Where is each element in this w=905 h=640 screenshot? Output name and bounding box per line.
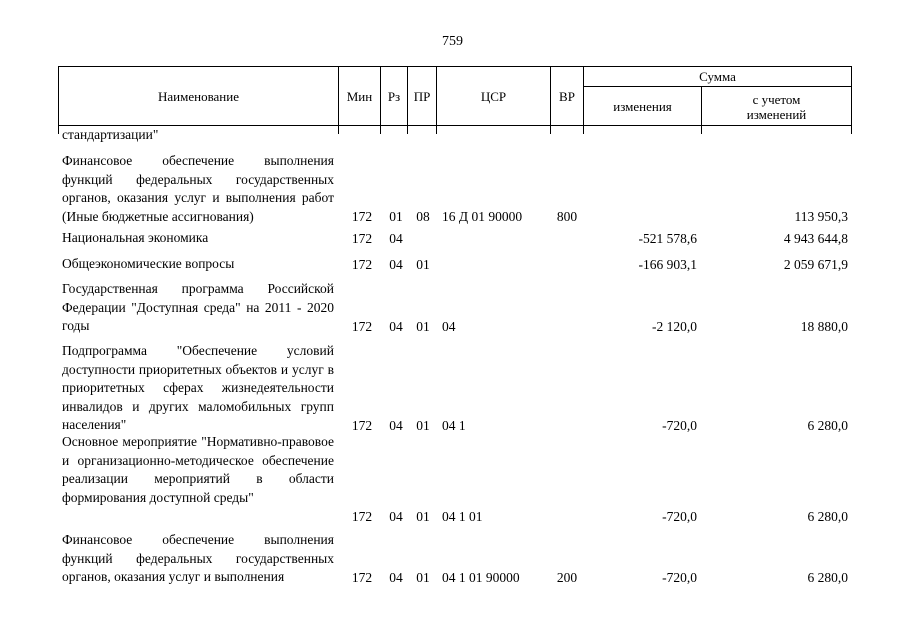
row-name: Финансовое обеспечение выполнения функций федеральных государственных органов, оказания услуг и выполнения [62, 532, 334, 584]
row-csr: 04 [442, 318, 456, 334]
header-with-change-line2: изменений [746, 106, 807, 122]
row-name: стандартизации" [62, 127, 159, 142]
row-rz: 04 [389, 569, 403, 585]
row-change: -521 578,6 [638, 230, 697, 246]
row-rz: 04 [389, 318, 403, 334]
header-right-border [851, 66, 852, 126]
row-min: 172 [351, 230, 373, 246]
header-with-change [701, 86, 851, 126]
row-change: -720,0 [662, 417, 697, 433]
row-change: -166 903,1 [638, 256, 697, 272]
table-row [0, 280, 905, 336]
row-total: 6 280,0 [807, 508, 848, 524]
row-total: 6 280,0 [807, 569, 848, 585]
row-change: -2 120,0 [652, 318, 697, 334]
row-pr: 01 [416, 256, 430, 272]
row-pr: 01 [416, 508, 430, 524]
row-rz: 04 [389, 230, 403, 246]
page-number: 759 [442, 34, 463, 49]
row-vr: 800 [556, 208, 578, 224]
row-pr: 01 [416, 569, 430, 585]
row-min: 172 [351, 508, 373, 524]
header-min: Мин [338, 66, 380, 126]
row-min: 172 [351, 208, 373, 224]
header-sum: Сумма [583, 66, 851, 86]
table-row [0, 126, 905, 145]
header-rz: Рз [380, 66, 407, 126]
row-rz: 04 [389, 256, 403, 272]
header-name: Наименование [58, 66, 338, 126]
row-total: 2 059 671,9 [783, 256, 848, 272]
row-rz: 01 [389, 208, 403, 224]
row-min: 172 [351, 417, 373, 433]
row-change: -720,0 [662, 508, 697, 524]
row-name: Государственная программа Российской Федерации "Доступная среда" на 2011 - 2020 годы [62, 281, 334, 333]
row-name: Общеэкономические вопросы [62, 256, 235, 271]
row-name: Финансовое обеспечение выполнения функций федеральных государственных органов, оказания услуг и выполнения работ (Иные бюджетные ассигнования) [62, 153, 334, 224]
row-rz: 04 [389, 417, 403, 433]
row-name: Основное мероприятие "Нормативно-правовое и организационно-методическое обеспечение реализации мероприятий в области формирования доступной среды" [62, 434, 334, 505]
row-name: Национальная экономика [62, 230, 209, 245]
table-header [58, 66, 852, 126]
row-pr: 01 [416, 417, 430, 433]
row-csr: 16 Д 01 90000 [442, 208, 523, 224]
row-csr: 04 1 [442, 417, 466, 433]
row-total: 113 950,3 [794, 208, 848, 224]
row-min: 172 [351, 318, 373, 334]
row-pr: 01 [416, 318, 430, 334]
row-csr: 04 1 01 90000 [442, 569, 520, 585]
row-min: 172 [351, 569, 373, 585]
header-csr: ЦСР [436, 66, 550, 126]
table-row [0, 229, 905, 248]
row-rz: 04 [389, 508, 403, 524]
row-vr: 200 [556, 569, 578, 585]
row-total: 4 943 644,8 [783, 230, 848, 246]
row-pr: 08 [416, 208, 430, 224]
header-with-change-line1: с учетом [752, 91, 801, 107]
header-pr: ПР [407, 66, 436, 126]
table-row [0, 152, 905, 226]
row-name: Подпрограмма "Обеспечение условий доступности приоритетных объектов и услуг в приоритетных сферах жизнедеятельности инвалидов и других маломобильных групп населения" [62, 343, 334, 432]
row-change: -720,0 [662, 569, 697, 585]
table-row [0, 531, 905, 587]
row-min: 172 [351, 256, 373, 272]
table-row [0, 342, 905, 435]
row-total: 18 880,0 [800, 318, 848, 334]
table-row [0, 255, 905, 274]
row-csr: 04 1 01 [442, 508, 483, 524]
header-change: изменения [583, 86, 701, 126]
header-vr: ВР [550, 66, 583, 126]
table-row [0, 433, 905, 526]
row-total: 6 280,0 [807, 417, 848, 433]
